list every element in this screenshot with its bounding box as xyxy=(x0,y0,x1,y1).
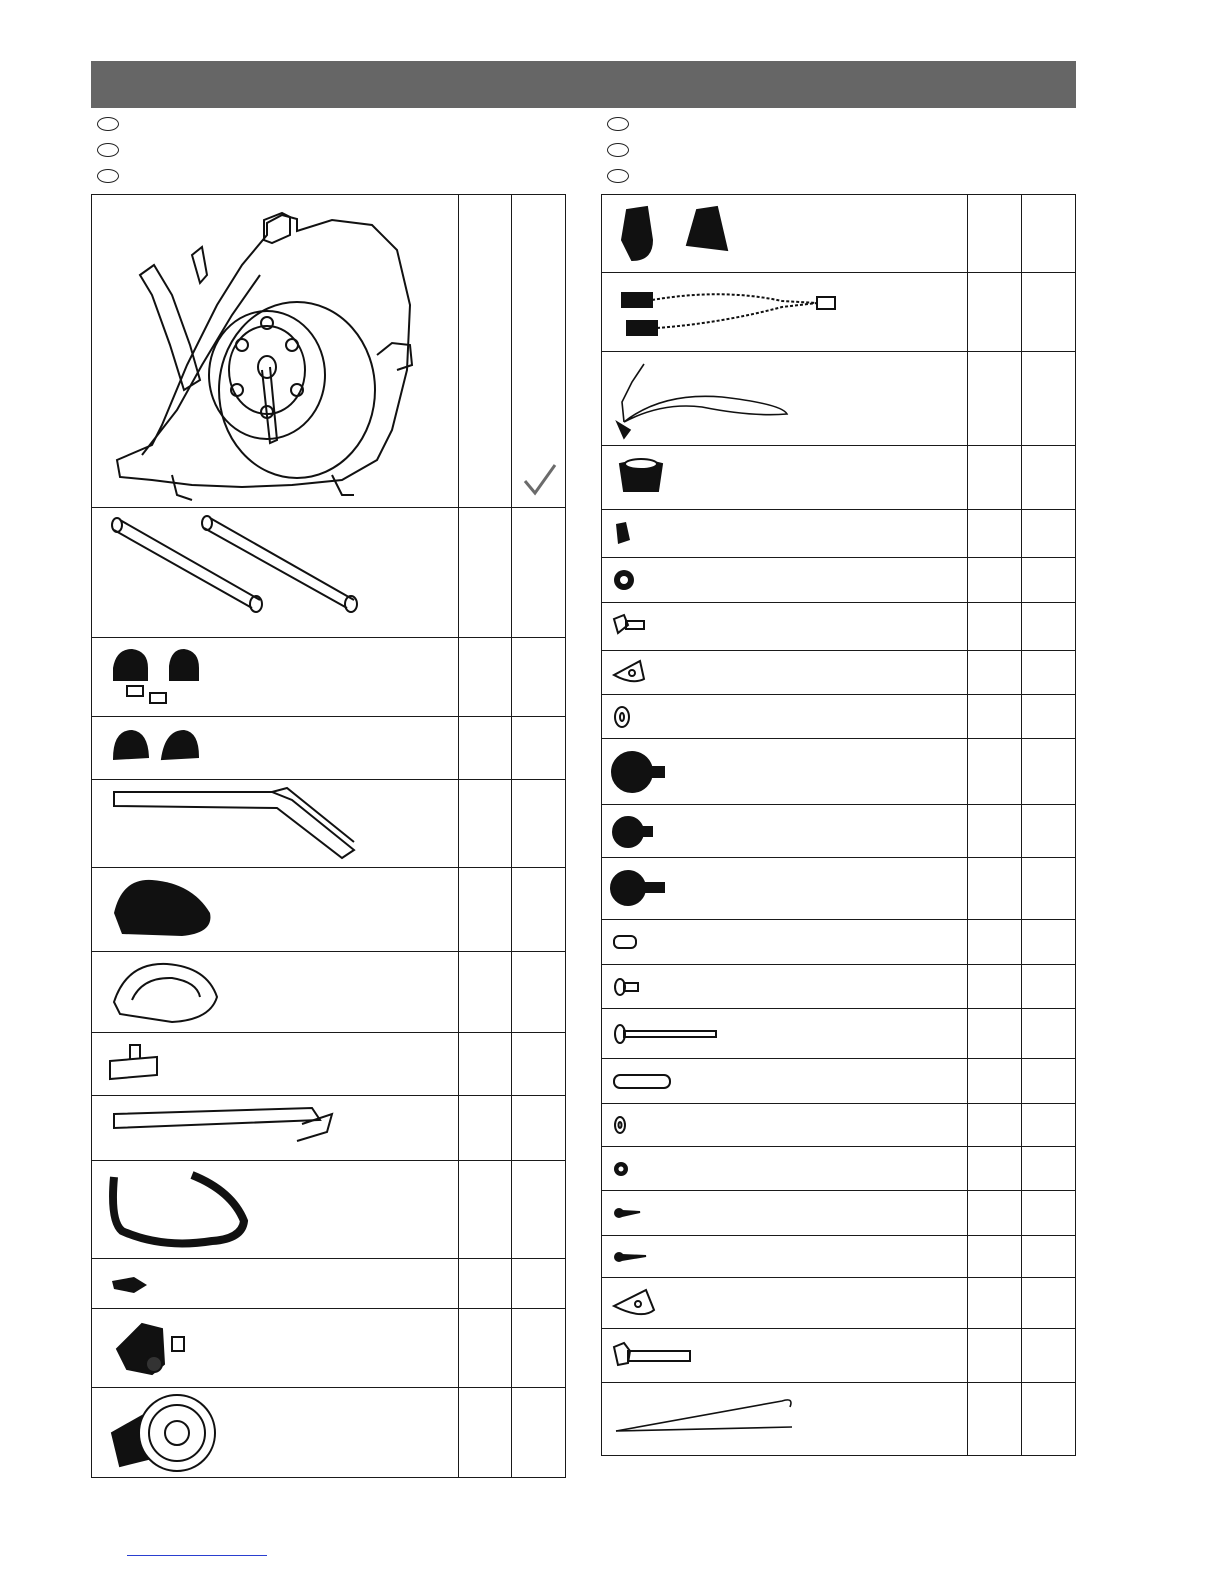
parts-row xyxy=(92,638,565,717)
part-image-front-caps xyxy=(92,638,458,716)
parts-row xyxy=(602,1104,1075,1147)
qty-cell xyxy=(458,1033,511,1095)
part-image-clip xyxy=(92,1259,458,1308)
check-cell[interactable] xyxy=(1021,1104,1077,1146)
parts-row xyxy=(92,1161,565,1259)
part-image-long-bolt xyxy=(602,1009,967,1058)
check-cell[interactable] xyxy=(1021,965,1077,1008)
qty-cell xyxy=(967,651,1021,694)
qty-cell xyxy=(967,1236,1021,1277)
parts-row xyxy=(602,1236,1075,1278)
qty-cell xyxy=(458,780,511,867)
parts-table-left xyxy=(91,194,566,1478)
part-image-short-bolt xyxy=(602,965,967,1008)
qty-cell xyxy=(967,1329,1021,1382)
parts-row xyxy=(602,1147,1075,1191)
check-cell[interactable] xyxy=(1021,195,1077,272)
qty-cell xyxy=(967,1383,1021,1457)
part-image-flat-washer xyxy=(602,695,967,738)
parts-row xyxy=(602,858,1075,920)
qty-cell xyxy=(967,1278,1021,1328)
check-cell[interactable] xyxy=(511,1161,567,1258)
qty-cell xyxy=(458,868,511,951)
qty-cell xyxy=(967,558,1021,602)
parts-row xyxy=(602,739,1075,805)
qty-cell xyxy=(967,446,1021,509)
qty-cell xyxy=(458,1161,511,1258)
qty-cell xyxy=(967,858,1021,919)
parts-row xyxy=(602,1059,1075,1104)
language-badge xyxy=(97,169,119,183)
parts-row xyxy=(602,965,1075,1009)
part-image-axle-bracket xyxy=(92,1033,458,1095)
qty-cell xyxy=(458,508,511,637)
part-image-console xyxy=(92,1388,458,1476)
qty-cell xyxy=(967,805,1021,857)
header-bar xyxy=(91,61,1076,108)
qty-cell xyxy=(458,717,511,779)
qty-cell xyxy=(967,1147,1021,1190)
parts-row xyxy=(602,446,1075,510)
parts-row xyxy=(92,780,565,868)
part-image-sleeve xyxy=(602,1059,967,1103)
part-image-ear-clip xyxy=(602,352,967,445)
check-cell[interactable] xyxy=(511,1309,567,1387)
parts-row xyxy=(92,1033,565,1096)
qty-cell xyxy=(458,638,511,716)
part-image-curved-washer-large xyxy=(602,1278,967,1328)
check-cell[interactable] xyxy=(1021,805,1077,857)
footer-link[interactable] xyxy=(127,1555,267,1556)
qty-cell xyxy=(967,603,1021,650)
check-cell[interactable] xyxy=(1021,920,1077,964)
check-cell[interactable] xyxy=(1021,1236,1077,1277)
qty-cell xyxy=(967,273,1021,351)
parts-row xyxy=(602,195,1075,273)
parts-row xyxy=(92,717,565,780)
check-cell[interactable] xyxy=(511,780,567,867)
qty-cell xyxy=(458,952,511,1032)
part-image-handlebar-tube xyxy=(92,1096,458,1160)
check-cell[interactable] xyxy=(1021,273,1077,351)
qty-cell xyxy=(967,695,1021,738)
parts-row xyxy=(92,1388,565,1476)
checkmark-icon xyxy=(511,195,567,508)
qty-cell xyxy=(967,195,1021,272)
check-cell[interactable] xyxy=(1021,1383,1077,1457)
check-cell[interactable] xyxy=(1021,1059,1077,1103)
language-badge xyxy=(97,143,119,157)
check-cell[interactable] xyxy=(511,508,567,637)
qty-cell xyxy=(458,195,511,507)
check-cell[interactable] xyxy=(1021,603,1077,650)
check-cell[interactable] xyxy=(511,952,567,1032)
check-cell[interactable] xyxy=(1021,1329,1077,1382)
parts-row xyxy=(92,1096,565,1161)
qty-cell xyxy=(458,1388,511,1476)
part-image-curved-washer xyxy=(602,651,967,694)
parts-row xyxy=(92,1259,565,1309)
part-image-arm-tube xyxy=(92,780,458,867)
language-badge xyxy=(97,117,119,131)
part-image-washer-small xyxy=(602,1104,967,1146)
parts-row xyxy=(602,1383,1075,1457)
parts-row xyxy=(92,1309,565,1388)
part-image-large-knob xyxy=(602,739,967,804)
part-image-tension-assembly xyxy=(92,1309,458,1387)
parts-row xyxy=(602,273,1075,352)
parts-row xyxy=(92,508,565,638)
qty-cell xyxy=(967,510,1021,557)
check-cell[interactable] xyxy=(1021,510,1077,557)
part-image-main-frame xyxy=(92,195,458,507)
part-image-pulse-cable xyxy=(602,273,967,351)
check-cell[interactable] xyxy=(511,195,567,507)
qty-cell xyxy=(967,352,1021,445)
part-image-pedal-base xyxy=(92,952,458,1032)
language-badge xyxy=(607,143,629,157)
qty-cell xyxy=(967,965,1021,1008)
check-cell[interactable] xyxy=(1021,739,1077,804)
qty-cell xyxy=(967,920,1021,964)
parts-row xyxy=(92,868,565,952)
check-cell[interactable] xyxy=(1021,1009,1077,1058)
qty-cell xyxy=(458,1096,511,1160)
check-cell[interactable] xyxy=(511,1388,567,1476)
qty-cell xyxy=(967,739,1021,804)
parts-row xyxy=(602,805,1075,858)
parts-row xyxy=(92,195,565,508)
check-cell[interactable] xyxy=(511,638,567,716)
parts-row xyxy=(602,1278,1075,1329)
parts-row xyxy=(602,352,1075,446)
parts-row xyxy=(602,603,1075,651)
part-image-nut xyxy=(602,1147,967,1190)
parts-row xyxy=(602,695,1075,739)
parts-row xyxy=(92,952,565,1033)
check-cell[interactable] xyxy=(1021,858,1077,919)
qty-cell xyxy=(967,1104,1021,1146)
parts-table-right xyxy=(601,194,1076,1456)
part-image-small-cap xyxy=(602,510,967,557)
part-image-pedal-straps xyxy=(602,195,967,272)
check-cell[interactable] xyxy=(511,1033,567,1095)
parts-row xyxy=(602,1009,1075,1059)
parts-row xyxy=(602,920,1075,965)
qty-cell xyxy=(967,1009,1021,1058)
part-image-foam-grip xyxy=(92,1161,458,1258)
parts-row xyxy=(602,1329,1075,1383)
language-badge xyxy=(607,117,629,131)
part-image-hex-bolt-short xyxy=(602,603,967,650)
check-cell[interactable] xyxy=(1021,1191,1077,1235)
check-cell[interactable] xyxy=(1021,446,1077,509)
part-image-pedal-cover xyxy=(92,868,458,951)
check-cell[interactable] xyxy=(1021,695,1077,738)
part-image-medium-knob xyxy=(602,805,967,857)
qty-cell xyxy=(458,1259,511,1308)
parts-row xyxy=(602,510,1075,558)
language-badge xyxy=(607,169,629,183)
qty-cell xyxy=(458,1309,511,1387)
check-cell[interactable] xyxy=(511,1096,567,1160)
part-image-spacer xyxy=(602,920,967,964)
part-image-nut-ring xyxy=(602,558,967,602)
check-cell[interactable] xyxy=(511,1259,567,1308)
part-image-stabilizers xyxy=(92,508,458,637)
part-image-screw-long xyxy=(602,1236,967,1277)
parts-row xyxy=(602,651,1075,695)
check-cell[interactable] xyxy=(1021,651,1077,694)
check-cell[interactable] xyxy=(1021,352,1077,445)
check-cell[interactable] xyxy=(1021,1278,1077,1328)
part-image-knob-bolt xyxy=(602,858,967,919)
qty-cell xyxy=(967,1059,1021,1103)
check-cell[interactable] xyxy=(1021,558,1077,602)
parts-row xyxy=(602,558,1075,603)
part-image-screw xyxy=(602,1191,967,1235)
check-cell[interactable] xyxy=(511,868,567,951)
part-image-rear-caps xyxy=(92,717,458,779)
qty-cell xyxy=(967,1191,1021,1235)
parts-row xyxy=(602,1191,1075,1236)
part-image-hex-bolt-long xyxy=(602,1329,967,1382)
check-cell[interactable] xyxy=(1021,1147,1077,1190)
check-cell[interactable] xyxy=(511,717,567,779)
part-image-wrench xyxy=(602,1383,967,1457)
part-image-cup-holder xyxy=(602,446,967,509)
